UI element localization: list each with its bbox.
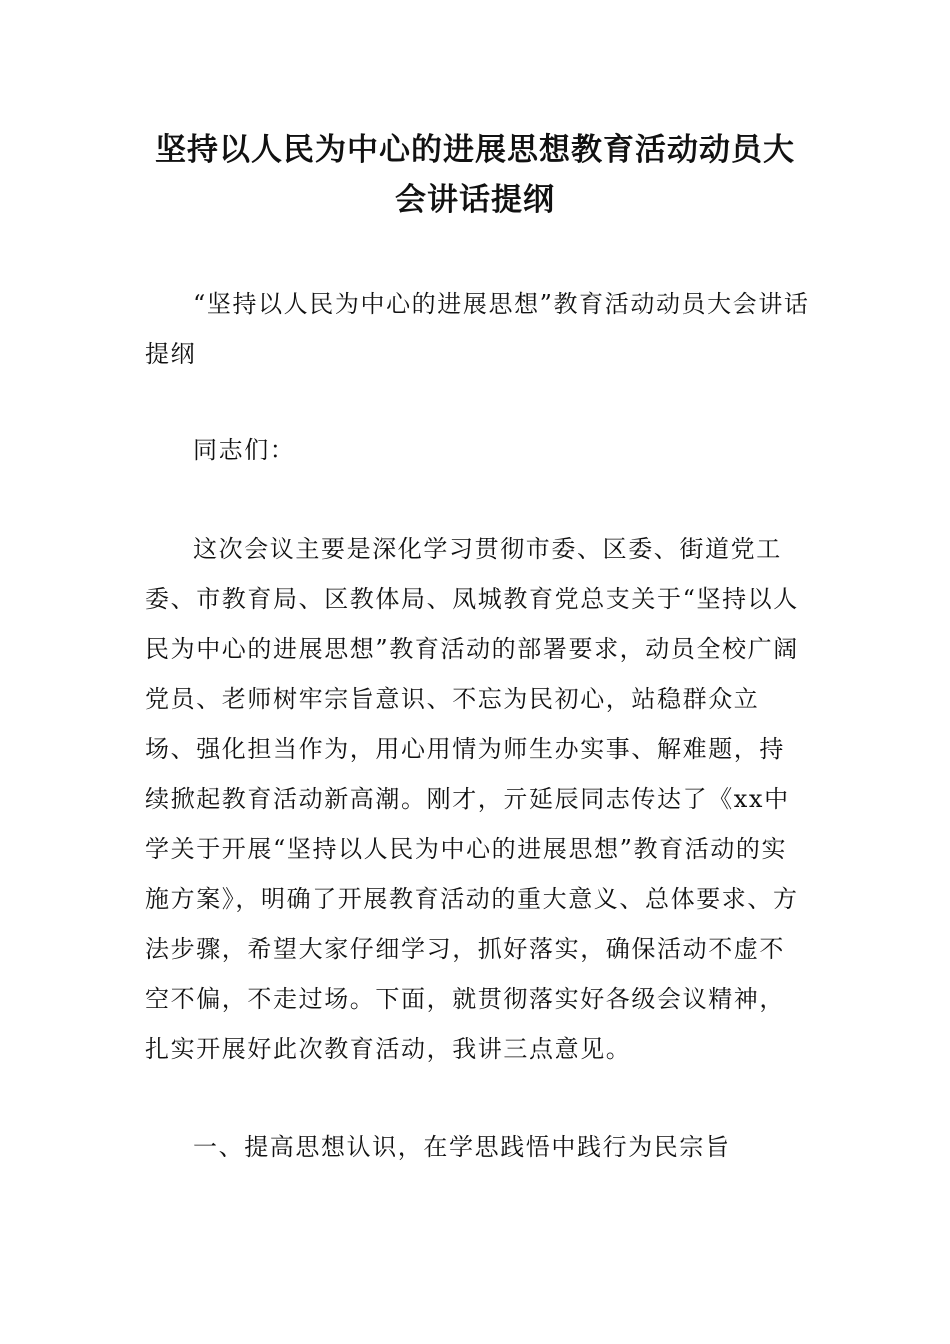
document-subtitle: “坚持以人民为中心的进展思想”教育活动动员大会讲话提纲 [145, 290, 810, 368]
body-paragraph: 这次会议主要是深化学习贯彻市委、区委、街道党工委、市教育局、区教体局、凤城教育党总支关于“坚持以人民为中心的进展思想”教育活动的部署要求，动员全校广阔党员、老师树牢宗旨意识、不忘为民初心，站稳群众立场、强化担当作为，用心用情为师生办实事、解难题，持续掀起教育活动新高潮。刚才，亓延辰同志传达了《xx中学关于开展“坚持以人民为中心的进展思想”教育活动的实施方案》，明确了开展教育活动的重大意义、总体要求、方法步骤，希望大家仔细学习，抓好落实，确保活动不虚不空不偏，不走过场。下面，就贯彻落实好各级会议精神，扎实开展好此次教育活动，我讲三点意见。 [145, 535, 799, 1063]
section-heading: 一、提高思想认识，在学思践悟中践行为民宗旨 [193, 1133, 731, 1161]
greeting-paragraph: 同志们： [193, 436, 296, 464]
document-title: 坚持以人民为中心的进展思想教育活动动员大会讲话提纲 [155, 132, 795, 218]
